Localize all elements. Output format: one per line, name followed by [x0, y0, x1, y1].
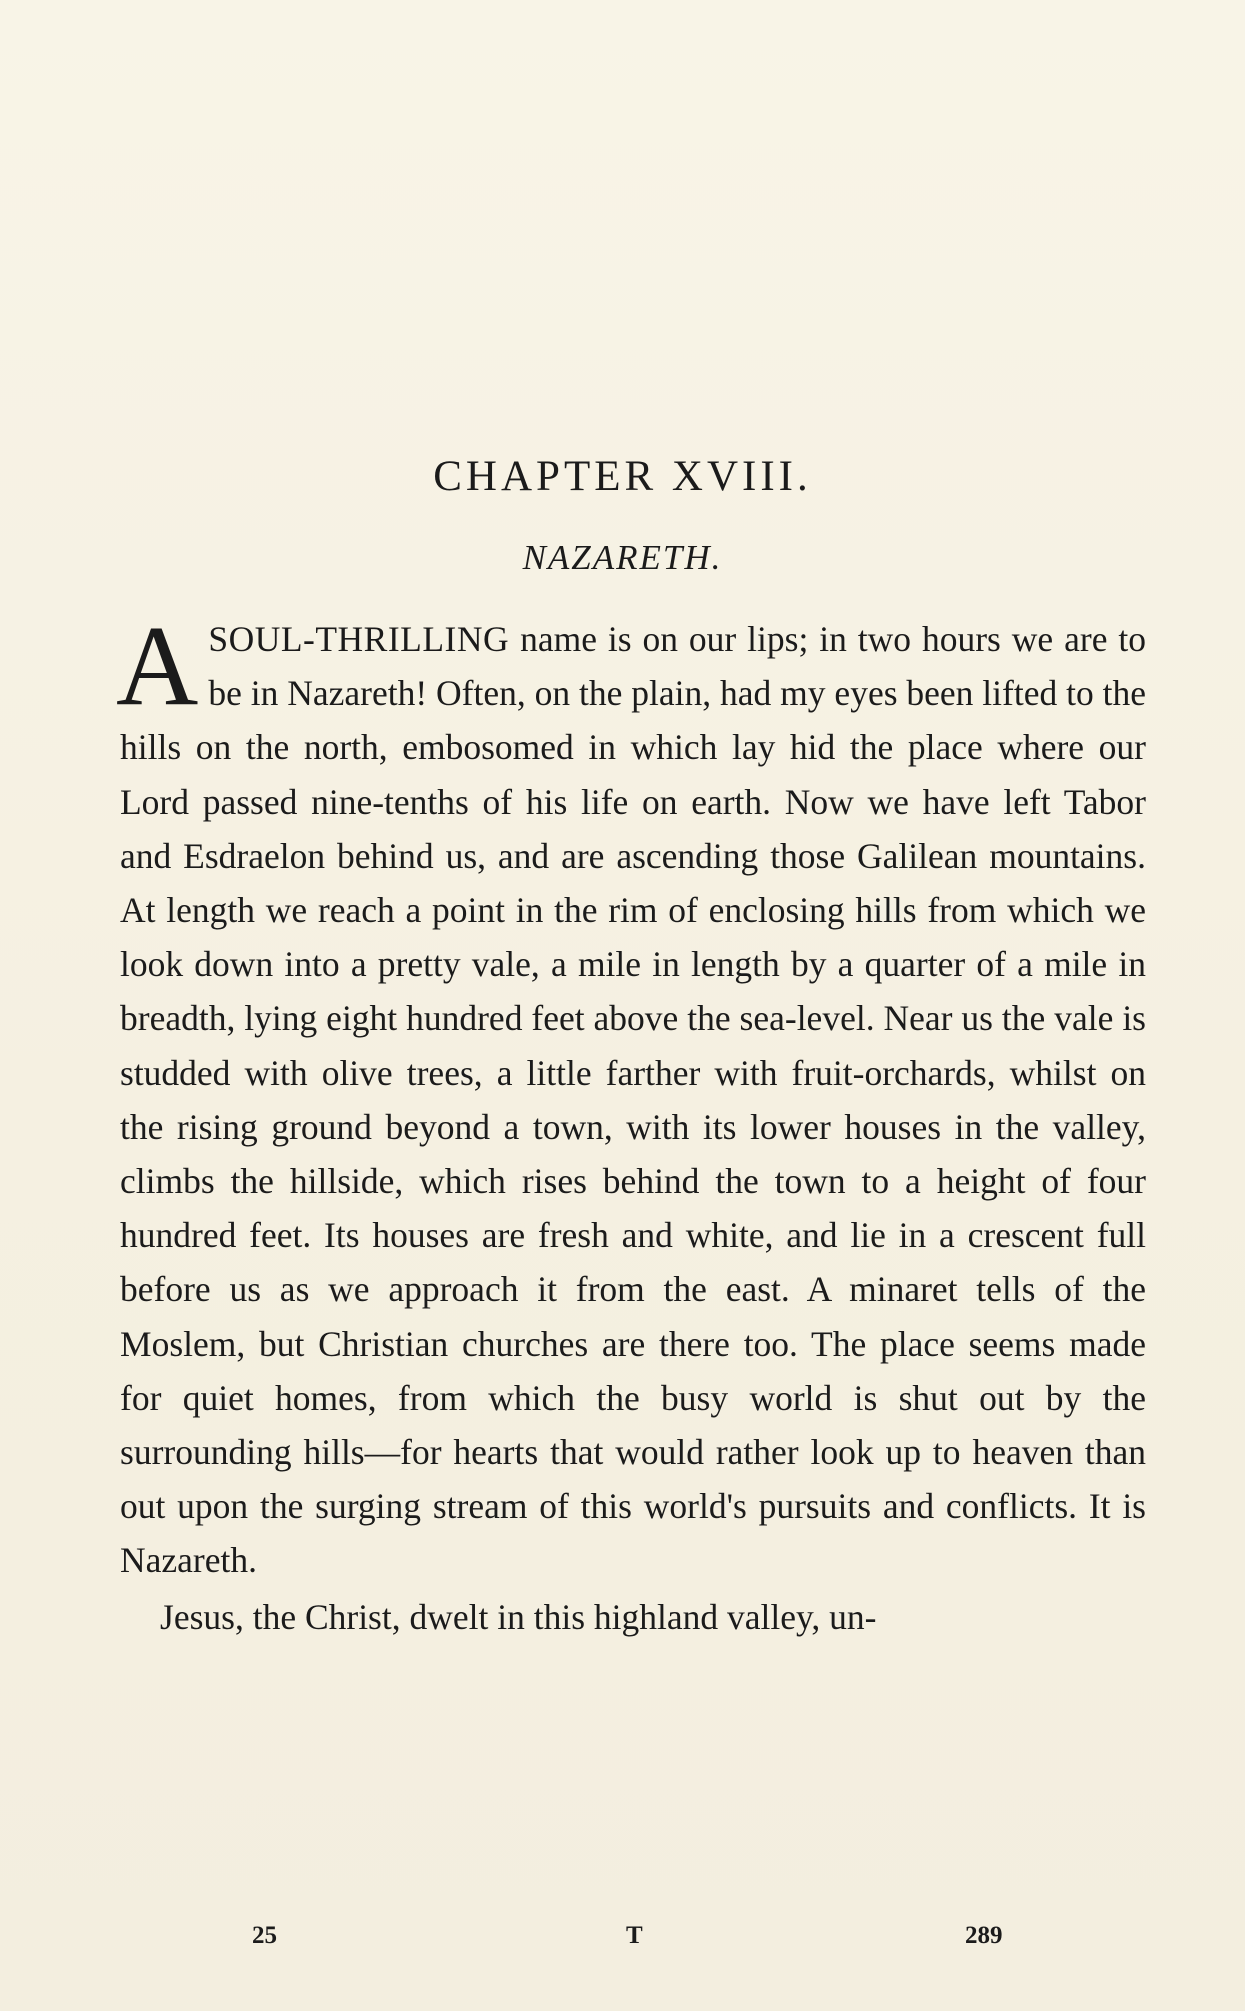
gathering-letter: T — [626, 1922, 643, 1949]
paragraph-1 — [116, 602, 1146, 1588]
reverse-page-bleed-through — [125, 80, 1155, 500]
paragraph-1-text: name is on our lips; in two hours we are to be in Nazareth! Often, on the plain, had my eyes been lifted to the hills on the north, embosomed in which lay hid the place where our Lord passed nine-tenths of his life on earth. Now we have left Tabor and Esdraelon behind us, and are ascending those Galilean mountains. At length we reach a point in the rim of enclosing hills from which we look down into a pretty vale, a mile in length by a quarter of a mile in breadth, lying eight hundred feet above the sea-level. Near us the vale is studded with olive trees, a little farther with fruit-orchards, whilst on the rising ground beyond a town, with its lower houses in the valley, climbs the hillside, which rises behind the town to a height of four hundred feet. Its houses are fresh and white, and lie in a crescent full before us as we approach it from the east. A minaret tells of the Moslem, but Christian churches are there too. The place seems made for quiet homes, from which the busy world is shut out by the surrounding hills—for hearts that would rather look up to heaven than out upon the surging stream of this world's pursuits and conflicts. It is Nazareth. — [120, 619, 1146, 1581]
page-footer — [0, 1922, 1245, 1962]
chapter-subtitle: NAZARETH. — [522, 538, 723, 577]
signature-mark: 25 — [252, 1922, 277, 1949]
drop-cap: A — [116, 602, 199, 729]
chapter-body — [116, 602, 1146, 1644]
chapter-title: CHAPTER XVIII. — [433, 453, 812, 500]
paragraph-2: Jesus, the Christ, dwelt in this highland valley, un- — [160, 1596, 877, 1637]
lead-in-words: SOUL-THRILLING — [208, 619, 510, 659]
page-number: 289 — [965, 1922, 1003, 1949]
